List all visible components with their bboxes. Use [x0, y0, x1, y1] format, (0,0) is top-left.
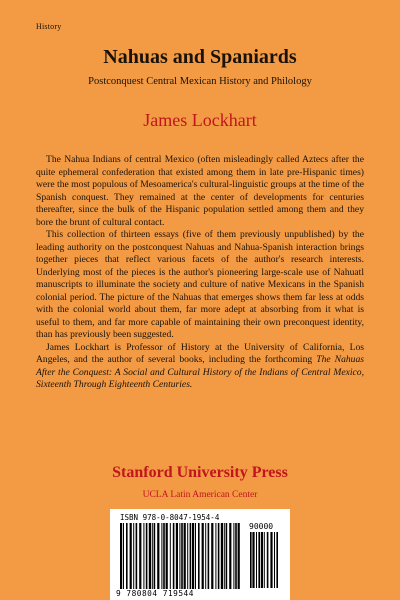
barcode-bar [238, 523, 240, 589]
barcode-bar [173, 523, 175, 589]
barcode-bar [202, 523, 204, 589]
forthcoming-book-title: The Nahuas After the Conquest: A Social and Cultural History of the Indians of Central Mexico, Sixteenth Through Eighteenth Centuries. [36, 354, 365, 390]
barcode-bar [157, 523, 159, 589]
barcode-bar [143, 523, 144, 589]
ean-barcode [120, 523, 242, 589]
barcode-bar [229, 523, 231, 589]
barcode-bar [205, 523, 206, 589]
barcode-bar [256, 532, 257, 588]
barcode-bar [133, 523, 134, 589]
barcode-bar [192, 523, 194, 589]
barcode-bar [166, 523, 168, 589]
barcode-bar [181, 523, 183, 589]
barcode-bar [130, 523, 132, 589]
barcode-bar [258, 532, 260, 588]
barcode-bar [146, 523, 148, 589]
barcode-panel [110, 509, 290, 600]
barcode-bar [215, 523, 216, 589]
barcode-bar [154, 523, 156, 589]
barcode-bar [208, 523, 210, 589]
barcode-bar [276, 532, 278, 588]
barcode-bar [267, 532, 269, 588]
blurb-paragraph-1: The Nahua Indians of central Mexico (often misleadingly called Aztecs after the quite ephemeral confederation that existed among them in late pre-Hispanic times) were the most populous of Mesoamerica's cultural-linguistic groups at the time of the Spanish conquest. They remained at the center of developments for centuries thereafter, since the bulk of the Hispanic population settled among them and they bore the brunt of cultural contact. [36, 154, 364, 228]
barcode-bar [120, 523, 122, 589]
barcode-bar [190, 523, 192, 589]
barcode-bar [170, 523, 171, 589]
category-label: History [36, 22, 62, 31]
barcode-bar [176, 523, 178, 589]
barcode-bar [218, 523, 220, 589]
isbn-label: ISBN 978-0-8047-1954-4 [120, 513, 220, 522]
barcode-bar [184, 523, 186, 589]
barcode-bar [149, 523, 151, 589]
publisher-name: Stanford University Press [112, 464, 288, 481]
barcode-bar [261, 532, 263, 588]
barcode-bar [163, 523, 165, 589]
author-bio-text: James Lockhart is Professor of History at the University of California, Los Angeles, and the author of several books, including the forthcoming [36, 341, 364, 365]
barcode-bar [187, 523, 188, 589]
ean-digits: 9 780804 719544 [116, 589, 194, 598]
price-addon-barcode [250, 532, 282, 588]
barcode-bar [211, 523, 213, 589]
barcode-bar [221, 523, 223, 589]
barcode-bar [264, 532, 265, 588]
author-name: James Lockhart [143, 110, 257, 130]
blurb-paragraph-2: This collection of thirteen essays (five of them previously unpublished) by the leading authority on the postconquest Nahuas and Nahua-Spanish interaction brings together pieces that reflect various facets of the author's research interests. Underlying most of the pieces is the author's pioneering large-scale use of Nahuatl manuscripts to illuminate the society and culture of native Mexicans in the Spanish colonial period. The picture of the Nahuas that emerges shows them far less at odds with the colonial world about them, far more adept at absorbing from it what is useful to them, and far more capable of maintaining their own preconquest identity, than has previously been suggested. [36, 229, 364, 340]
barcode-bar [152, 523, 153, 589]
blurb-paragraph-3 [36, 342, 364, 392]
barcode-bar [126, 523, 128, 589]
barcode-bar [161, 523, 162, 589]
barcode-bar [179, 523, 180, 589]
barcode-bar [270, 532, 272, 588]
price-code: 90000 [249, 522, 274, 531]
barcode-bar [252, 532, 254, 588]
barcode-bar [233, 523, 234, 589]
blurb-text [36, 154, 364, 392]
barcode-bar [226, 523, 228, 589]
barcode-bar [224, 523, 225, 589]
barcode-bar [235, 523, 237, 589]
barcode-bar [274, 532, 275, 588]
barcode-bar [139, 523, 141, 589]
book-subtitle: Postconquest Central Mexican History and Philology [88, 76, 312, 87]
barcode-bar [136, 523, 138, 589]
barcode-bar [198, 523, 200, 589]
barcode-bar [123, 523, 124, 589]
copublisher-name: UCLA Latin American Center [142, 490, 258, 500]
barcode-bar [195, 523, 196, 589]
barcode-bar [250, 532, 252, 588]
book-title: Nahuas and Spaniards [103, 46, 297, 68]
